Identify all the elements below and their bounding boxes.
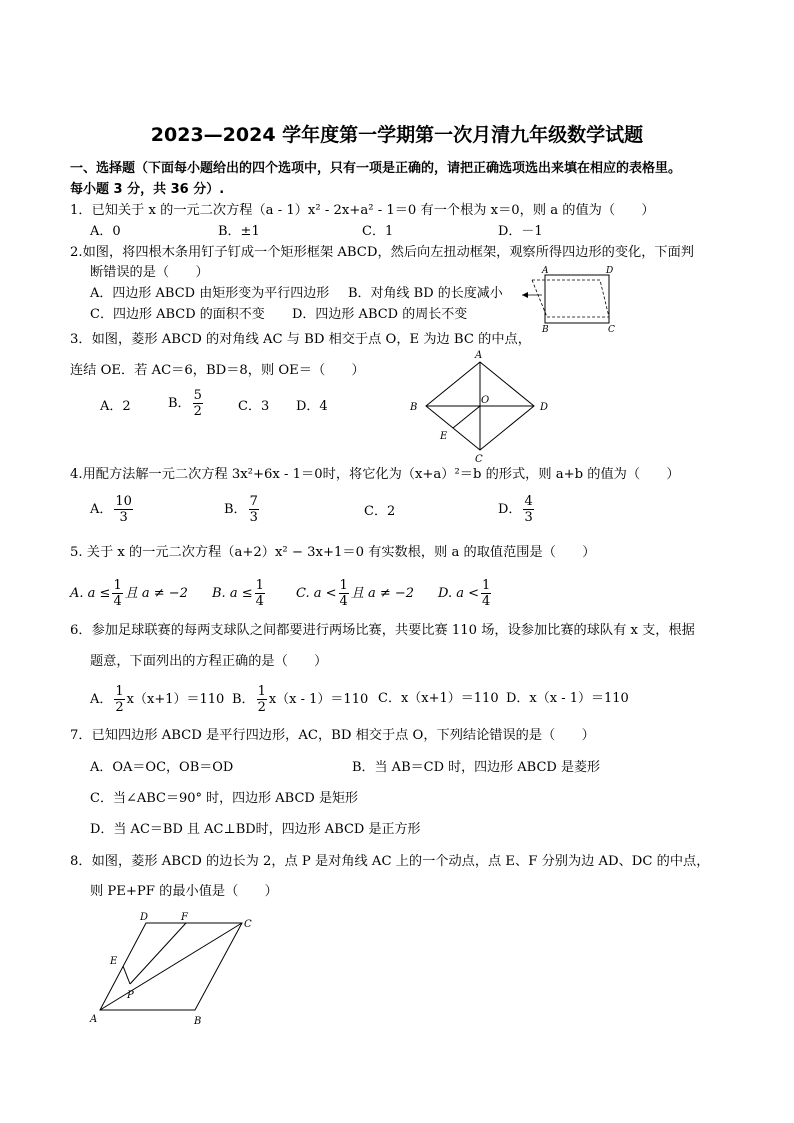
q6-option-a-post: x（x+1）＝110 (126, 692, 225, 707)
q2-figure (520, 262, 625, 334)
q4-option-d-num: 4 (524, 494, 533, 509)
q2-label-a: A (542, 266, 549, 276)
q6-option-a-fraction (114, 684, 124, 715)
q4-option-b-den: 3 (249, 510, 258, 525)
q3-option-d: D．4 (296, 399, 328, 414)
q6-option-a (90, 684, 224, 715)
q3-option-b-label: B． (168, 396, 191, 411)
q4-option-a (90, 494, 135, 525)
q5-option-a (70, 578, 188, 609)
q2-option-a: A．四边形 ABCD 由矩形变为平行四边形 (90, 286, 330, 301)
q4-option-b-fraction (249, 494, 259, 525)
q5-option-a-fraction (112, 578, 122, 609)
q4-option-a-label: A． (90, 502, 113, 517)
q8-label-d: D (140, 912, 149, 923)
q5-option-a-num: 1 (113, 578, 122, 593)
q6-option-c: C．x（x+1）＝110 (378, 691, 499, 706)
q2-label-b: B (542, 325, 549, 334)
q6-option-b-den: 2 (257, 700, 266, 715)
q2-rectangle (545, 275, 609, 323)
q5-option-d (438, 578, 493, 609)
q5-option-c-den: 4 (339, 594, 348, 609)
q3-label-c: C (475, 454, 483, 465)
q7-option-b: B．当 AB＝CD 时，四边形 ABCD 是菱形 (352, 760, 600, 775)
q4-option-b-label: B． (224, 502, 247, 517)
q8-segment-pe (123, 966, 130, 984)
q4-option-b-num: 7 (249, 494, 258, 509)
q8-stem-line1: 8．如图，菱形 ABCD 的边长为 2，点 P 是对角线 AC 上的一个动点，点 E、F 分别为边 AD、DC 的中点， (70, 854, 710, 869)
q2-label-c: C (608, 325, 615, 334)
q7-option-c: C．当∠ABC＝90° 时，四边形 ABCD 是矩形 (90, 791, 358, 806)
q2-option-c: C．四边形 ABCD 的面积不变 (90, 307, 265, 322)
q5-option-a-pre: A. a ≤ (70, 586, 111, 601)
q6-stem-line2: 题意，下面列出的方程正确的是（ ） (90, 654, 328, 669)
q7-option-d: D．当 AC＝BD 且 AC⊥BD时，四边形 ABCD 是正方形 (90, 822, 421, 837)
q6-option-b-pre: B． (232, 692, 255, 707)
q5-option-b-den: 4 (255, 594, 264, 609)
q6-stem-line1: 6．参加足球联赛的每两支球队之间都要进行两场比赛，共要比赛 110 场，设参加比赛的球队有 x 支，根据 (70, 623, 695, 638)
q6-option-b-fraction (257, 684, 267, 715)
q5-option-b (212, 578, 267, 609)
q6-option-a-den: 2 (115, 700, 124, 715)
q6-option-d: D．x（x - 1）＝110 (506, 691, 629, 706)
q6-option-b (232, 684, 368, 715)
q8-label-p: P (127, 990, 134, 1001)
q4-option-d-label: D． (498, 502, 522, 517)
q3-option-a: A．2 (100, 399, 131, 414)
q2-arrow-head (522, 292, 528, 298)
q1-option-d: D．－1 (498, 224, 543, 239)
q2-option-d: D．四边形 ABCD 的周长不变 (292, 307, 468, 322)
q3-label-o: O (481, 395, 490, 406)
q5-option-c (296, 578, 414, 609)
q3-option-b (168, 388, 205, 419)
q5-option-d-num: 1 (482, 578, 491, 593)
q5-option-c-num: 1 (339, 578, 348, 593)
q8-figure (86, 908, 266, 1030)
q4-option-a-den: 3 (119, 510, 128, 525)
q5-option-c-post: 且 a ≠ −2 (350, 586, 415, 601)
q3-option-b-den: 2 (193, 404, 202, 419)
q6-option-a-num: 1 (115, 684, 124, 699)
q3-label-d: D (540, 402, 549, 413)
q4-option-a-num: 10 (115, 494, 132, 509)
q2-label-d: D (606, 266, 614, 276)
section-heading-line1: 一、选择题（下面每小题给出的四个选项中，只有一项是正确的，请把正确选项选出来填在相应的表格里。 (70, 161, 682, 176)
q4-option-c: C．2 (364, 504, 396, 519)
q6-option-a-pre: A． (90, 692, 113, 707)
q4-option-d-den: 3 (524, 510, 533, 525)
q3-segment-oe (453, 406, 480, 428)
q3-label-a: A (475, 350, 483, 361)
q7-option-a: A．OA＝OC，OB＝OD (90, 760, 234, 775)
q1-option-b: B．±1 (218, 224, 260, 239)
q5-option-a-post: 且 a ≠ −2 (124, 586, 188, 601)
q8-label-e: E (110, 956, 118, 967)
q3-option-b-num: 5 (193, 388, 202, 403)
q7-stem: 7．已知四边形 ABCD 是平行四边形，AC，BD 相交于点 O，下列结论错误的是（ ） (70, 728, 595, 743)
q8-label-f: F (181, 912, 188, 923)
q1-option-c: C．1 (362, 224, 394, 239)
q3-label-b: B (410, 402, 418, 413)
q3-option-c: C．3 (238, 399, 270, 414)
page-title: 2023—2024 学年度第一学期第一次月清九年级数学试题 (150, 124, 644, 146)
q2-stem-line1: 2.如图，将四根木条用钉子钉成一个矩形框架 ABCD，然后向左扭动框架，观察所得四边形的变化，下面判 (70, 245, 694, 260)
q4-stem: 4.用配方法解一元二次方程 3x²+6x - 1＝0时，将它化为（x+a）²＝b 的形式，则 a+b 的值为（ ） (70, 467, 680, 482)
q5-option-b-num: 1 (255, 578, 264, 593)
q1-option-a: A．0 (90, 224, 121, 239)
q3-stem-line1: 3．如图，菱形 ABCD 的对角线 AC 与 BD 相交于点 O，E 为边 BC 的中点， (70, 332, 531, 347)
q8-label-b: B (194, 1016, 202, 1027)
q8-diagonal-ac (100, 923, 242, 1010)
q3-figure (400, 348, 560, 466)
q3-label-e: E (440, 431, 448, 442)
q5-option-d-pre: D. a < (438, 586, 479, 601)
q2-parallelogram (532, 280, 609, 317)
q8-label-c: C (244, 919, 252, 930)
q4-option-a-fraction (114, 494, 133, 525)
q4-option-d (498, 494, 536, 525)
q8-stem-line2: 则 PE+PF 的最小值是（ ） (90, 884, 278, 899)
q4-option-b (224, 494, 261, 525)
q5-option-d-fraction (481, 578, 491, 609)
q5-option-c-fraction (339, 578, 349, 609)
q6-option-b-post: x（x - 1）＝110 (268, 692, 369, 707)
q5-stem: 5. 关于 x 的一元二次方程（a+2）x² − 3x+1＝0 有实数根，则 a 的取值范围是（ ） (70, 545, 596, 560)
q6-option-b-num: 1 (257, 684, 266, 699)
section-heading-line2: 每小题 3 分，共 36 分）. (70, 182, 225, 197)
q5-option-a-den: 4 (113, 594, 122, 609)
q5-option-d-den: 4 (482, 594, 491, 609)
q5-option-b-pre: B. a ≤ (212, 586, 253, 601)
q5-option-b-fraction (255, 578, 265, 609)
q4-option-d-fraction (523, 494, 533, 525)
q3-stem-line2: 连结 OE．若 AC＝6，BD＝8，则 OE＝（ ） (70, 363, 365, 378)
q2-stem-line2: 断错误的是（ ） (90, 265, 209, 280)
q3-option-b-fraction (193, 388, 203, 419)
q2-option-b: B．对角线 BD 的长度减小 (348, 286, 503, 301)
q8-label-a: A (90, 1014, 98, 1025)
q5-option-c-pre: C. a < (296, 586, 337, 601)
q1-stem: 1．已知关于 x 的一元二次方程（a - 1）x² - 2x+a² - 1＝0 有一个根为 x＝0，则 a 的值为（ ） (70, 203, 655, 218)
